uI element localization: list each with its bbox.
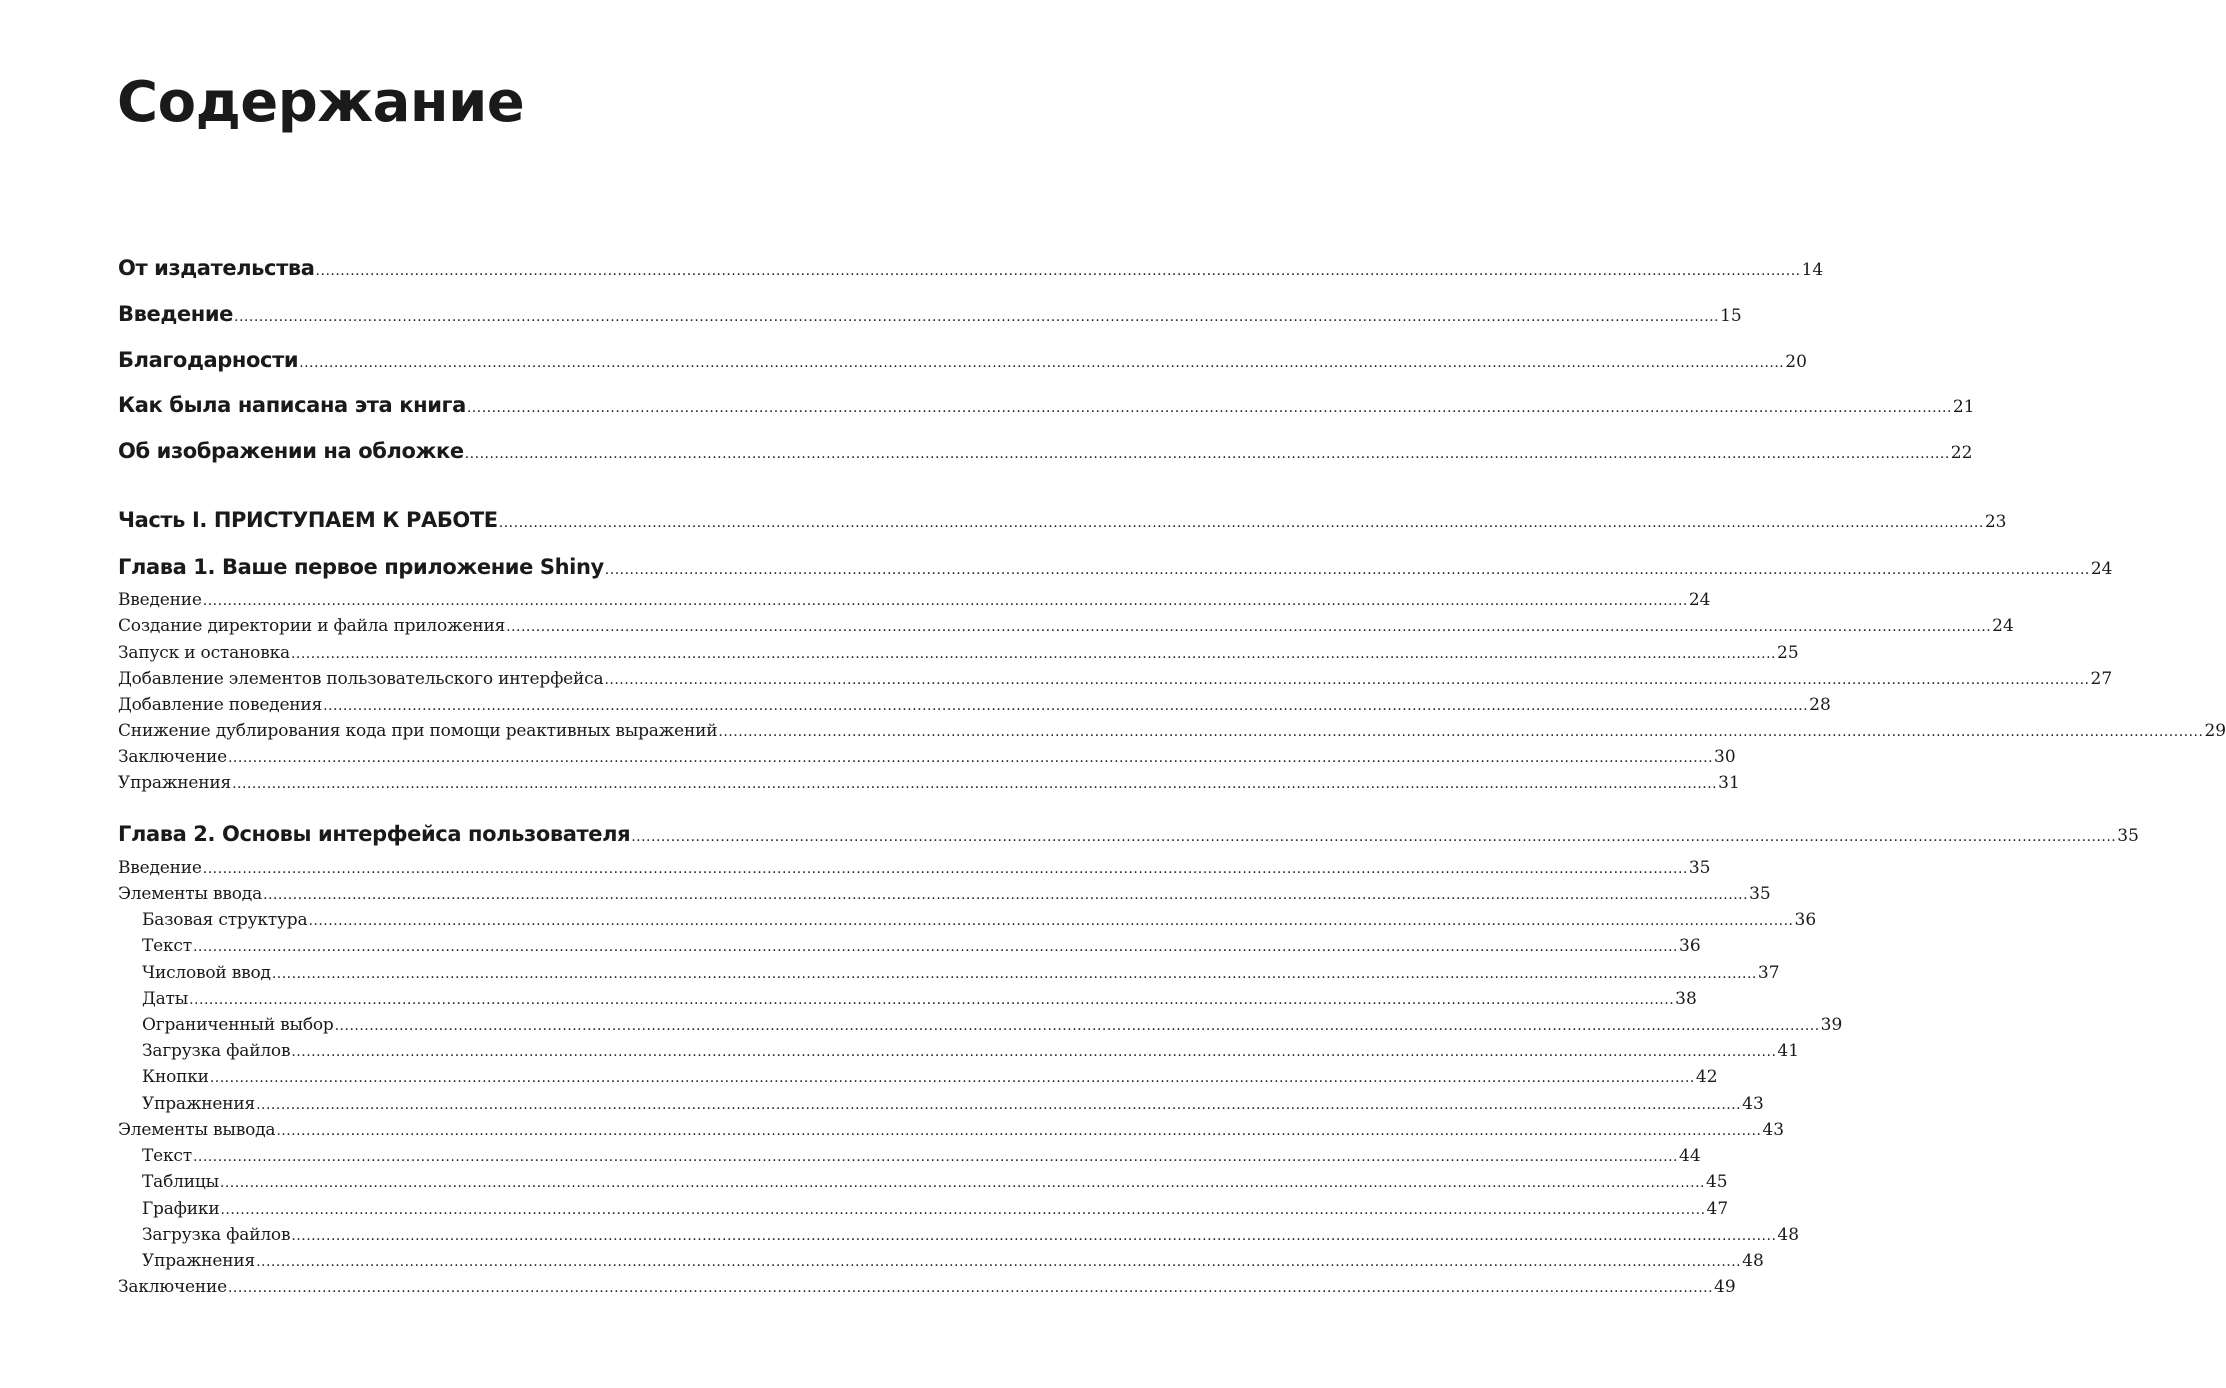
toc-entry-label: Создание директории и файла приложения <box>118 616 506 636</box>
leader-dots: ............................................................................................................................................................................................................................................................................................................ <box>276 1123 1762 1139</box>
toc-entry-label: Об изображении на обложке <box>118 439 464 463</box>
leader-dots: ............................................................................................................................................................................................................................................................................................................ <box>232 776 1718 792</box>
leader-dots: ............................................................................................................................................................................................................................................................................................................ <box>189 992 1675 1008</box>
leader-dots: ............................................................................................................................................................................................................................................................................................................ <box>604 562 2090 578</box>
toc-entry-label: Загрузка файлов <box>142 1225 291 1245</box>
toc-entry-page: 20 <box>1785 352 1807 372</box>
toc-subsection-entry[interactable] <box>142 1172 1728 1192</box>
leader-dots: ............................................................................................................................................................................................................................................................................................................ <box>209 1070 1695 1086</box>
toc-entry-page: 31 <box>1718 773 1740 793</box>
toc-entry-page: 35 <box>2117 826 2139 846</box>
leader-dots: ............................................................................................................................................................................................................................................................................................................ <box>202 861 1688 877</box>
toc-entry[interactable] <box>118 393 1975 417</box>
toc-entry-label: Элементы вывода <box>118 1120 276 1140</box>
toc-entry-label: Текст <box>142 936 192 956</box>
leader-dots: ............................................................................................................................................................................................................................................................................................................ <box>256 1097 1742 1113</box>
leader-dots: ............................................................................................................................................................................................................................................................................................................ <box>464 446 1950 462</box>
leader-dots: ............................................................................................................................................................................................................................................................................................................ <box>220 1202 1706 1218</box>
leader-dots: ............................................................................................................................................................................................................................................................................................................ <box>299 355 1785 371</box>
toc-entry-label: От издательства <box>118 256 315 280</box>
toc-entry-label: Благодарности <box>118 348 299 372</box>
toc-entry-page: 39 <box>1820 1015 1843 1035</box>
toc-entry-label: Глава 2. Основы интерфейса пользователя <box>118 822 631 846</box>
toc-entry-page: 35 <box>1688 858 1711 878</box>
toc-section-entry[interactable] <box>118 747 1736 767</box>
toc-entry-page: 49 <box>1714 1277 1736 1297</box>
toc-entry-label: Упражнения <box>142 1094 256 1114</box>
toc-entry-label: Заключение <box>118 1277 227 1297</box>
toc-entry-page: 38 <box>1675 989 1697 1009</box>
toc-entry-label: Числовой ввод <box>142 963 271 983</box>
toc-entry-label: Запуск и остановка <box>118 643 290 663</box>
toc-subsection-entry[interactable] <box>142 1067 1718 1087</box>
toc-entry-page: 30 <box>1714 747 1736 767</box>
toc-subsection-entry[interactable] <box>142 1015 1843 1035</box>
toc-entry-page: 48 <box>1742 1251 1764 1271</box>
toc-chapter-entry[interactable] <box>118 555 2113 579</box>
toc-entry-label: Ограниченный выбор <box>142 1015 334 1035</box>
leader-dots: ............................................................................................................................................................................................................................................................................................................ <box>202 593 1688 609</box>
toc-part-entry[interactable] <box>118 508 2007 532</box>
leader-dots: ............................................................................................................................................................................................................................................................................................................ <box>234 309 1720 325</box>
toc-section-entry[interactable] <box>118 695 1831 715</box>
toc-section-entry[interactable] <box>118 1277 1736 1297</box>
toc-entry-page: 24 <box>1992 616 2014 636</box>
leader-dots: ............................................................................................................................................................................................................................................................................................................ <box>466 400 1952 416</box>
leader-dots: ............................................................................................................................................................................................................................................................................................................ <box>315 263 1801 279</box>
leader-dots: ............................................................................................................................................................................................................................................................................................................ <box>290 646 1776 662</box>
leader-dots: ............................................................................................................................................................................................................................................................................................................ <box>192 939 1679 955</box>
toc-entry-page: 45 <box>1705 1172 1728 1192</box>
leader-dots: ............................................................................................................................................................................................................................................................................................................ <box>308 913 1794 929</box>
toc-chapter-entry[interactable] <box>118 822 2139 846</box>
leader-dots: ............................................................................................................................................................................................................................................................................................................ <box>271 966 1757 982</box>
leader-dots: ............................................................................................................................................................................................................................................................................................................ <box>256 1254 1742 1270</box>
leader-dots: ............................................................................................................................................................................................................................................................................................................ <box>227 750 1714 766</box>
leader-dots: ............................................................................................................................................................................................................................................................................................................ <box>291 1228 1777 1244</box>
leader-dots: ............................................................................................................................................................................................................................................................................................................ <box>192 1149 1679 1165</box>
toc-subsection-entry[interactable] <box>142 936 1701 956</box>
toc-entry-page: 47 <box>1706 1199 1729 1219</box>
toc-entry-label: Загрузка файлов <box>142 1041 291 1061</box>
toc-entry-page: 25 <box>1777 643 1799 663</box>
toc-entry-page: 48 <box>1777 1225 1800 1245</box>
leader-dots: ............................................................................................................................................................................................................................................................................................................ <box>227 1280 1714 1296</box>
toc-entry-page: 35 <box>1749 884 1771 904</box>
toc-entry[interactable] <box>118 302 1742 326</box>
toc-entry-page: 29 <box>2204 721 2226 741</box>
toc-section-entry[interactable] <box>118 773 1740 793</box>
leader-dots: ............................................................................................................................................................................................................................................................................................................ <box>263 887 1749 903</box>
toc-entry-page: 36 <box>1794 910 1817 930</box>
toc-section-entry[interactable] <box>118 669 2113 689</box>
toc-entry-page: 24 <box>1688 590 1711 610</box>
toc-entry-label: Введение <box>118 302 234 326</box>
toc-subsection-entry[interactable] <box>142 1225 1800 1245</box>
leader-dots: ............................................................................................................................................................................................................................................................................................................ <box>718 724 2204 740</box>
leader-dots: ............................................................................................................................................................................................................................................................................................................ <box>334 1018 1820 1034</box>
toc-entry[interactable] <box>118 348 1807 372</box>
leader-dots: ............................................................................................................................................................................................................................................................................................................ <box>323 698 1809 714</box>
toc-entry-label: Заключение <box>118 747 227 767</box>
toc-entry-page: 14 <box>1801 260 1824 280</box>
toc-subsection-entry[interactable] <box>142 963 1780 983</box>
toc-section-entry[interactable] <box>118 721 2226 741</box>
toc-entry-label: Элементы ввода <box>118 884 262 904</box>
toc-entry-label: Текст <box>142 1146 192 1166</box>
toc-entry-page: 44 <box>1679 1146 1701 1166</box>
leader-dots: ............................................................................................................................................................................................................................................................................................................ <box>506 619 1992 635</box>
toc-section-entry[interactable] <box>118 884 1771 904</box>
toc-entry-page: 43 <box>1762 1120 1785 1140</box>
leader-dots: ............................................................................................................................................................................................................................................................................................................ <box>291 1044 1777 1060</box>
toc-entry-page: 36 <box>1679 936 1701 956</box>
toc-subsection-entry[interactable] <box>142 989 1697 1009</box>
toc-entry-page: 15 <box>1720 306 1742 326</box>
toc-entry-label: Графики <box>142 1199 220 1219</box>
toc-entry[interactable] <box>118 256 1824 280</box>
toc-entry-label: Добавление поведения <box>118 695 323 715</box>
toc-entry[interactable] <box>118 439 1973 463</box>
toc-entry-label: Таблицы <box>142 1172 219 1192</box>
toc-entry-page: 43 <box>1742 1094 1764 1114</box>
toc-section-entry[interactable] <box>118 643 1799 663</box>
toc-subsection-entry[interactable] <box>142 1251 1764 1271</box>
toc-entry-label: Базовая структура <box>142 910 308 930</box>
toc-entry-label: Даты <box>142 989 189 1009</box>
toc-entry-label: Введение <box>118 858 202 878</box>
toc-subsection-entry[interactable] <box>142 910 1817 930</box>
toc-entry-label: Кнопки <box>142 1067 209 1087</box>
toc-section-entry[interactable] <box>118 590 1711 610</box>
toc-entry-label: Упражнения <box>118 773 232 793</box>
toc-entry-page: 23 <box>1984 512 2007 532</box>
leader-dots: ............................................................................................................................................................................................................................................................................................................ <box>631 829 2117 845</box>
toc-entry-page: 42 <box>1695 1067 1718 1087</box>
toc-section-entry[interactable] <box>118 1120 1785 1140</box>
toc-entry-label: Добавление элементов пользовательского интерфейса <box>118 669 604 689</box>
toc-subsection-entry[interactable] <box>142 1041 1800 1061</box>
toc-entry-label: Глава 1. Ваше первое приложение Shiny <box>118 555 604 579</box>
toc-entry-label: Введение <box>118 590 202 610</box>
leader-dots: ............................................................................................................................................................................................................................................................................................................ <box>219 1175 1705 1191</box>
toc-entry-page: 28 <box>1809 695 1831 715</box>
toc-entry-page: 41 <box>1777 1041 1800 1061</box>
toc-entry-label: Как была написана эта книга <box>118 393 466 417</box>
toc-subsection-entry[interactable] <box>142 1199 1729 1219</box>
toc-entry-page: 27 <box>2090 669 2113 689</box>
toc-entry-label: Часть I. ПРИСТУПАЕМ К РАБОТЕ <box>118 508 498 532</box>
toc-entry-label: Упражнения <box>142 1251 256 1271</box>
toc-entry-page: 24 <box>2090 559 2113 579</box>
leader-dots: ............................................................................................................................................................................................................................................................................................................ <box>498 515 1984 531</box>
toc-entry-page: 21 <box>1952 397 1975 417</box>
toc-entry-page: 37 <box>1757 963 1780 983</box>
toc-section-entry[interactable] <box>118 858 1711 878</box>
toc-entry-label: Снижение дублирования кода при помощи реактивных выражений <box>118 721 718 741</box>
leader-dots: ............................................................................................................................................................................................................................................................................................................ <box>604 672 2090 688</box>
toc-section-entry[interactable] <box>118 616 2014 636</box>
toc-entry-page: 22 <box>1950 443 1973 463</box>
page-title: Содержание <box>117 70 525 135</box>
toc-subsection-entry[interactable] <box>142 1146 1701 1166</box>
toc-subsection-entry[interactable] <box>142 1094 1764 1114</box>
